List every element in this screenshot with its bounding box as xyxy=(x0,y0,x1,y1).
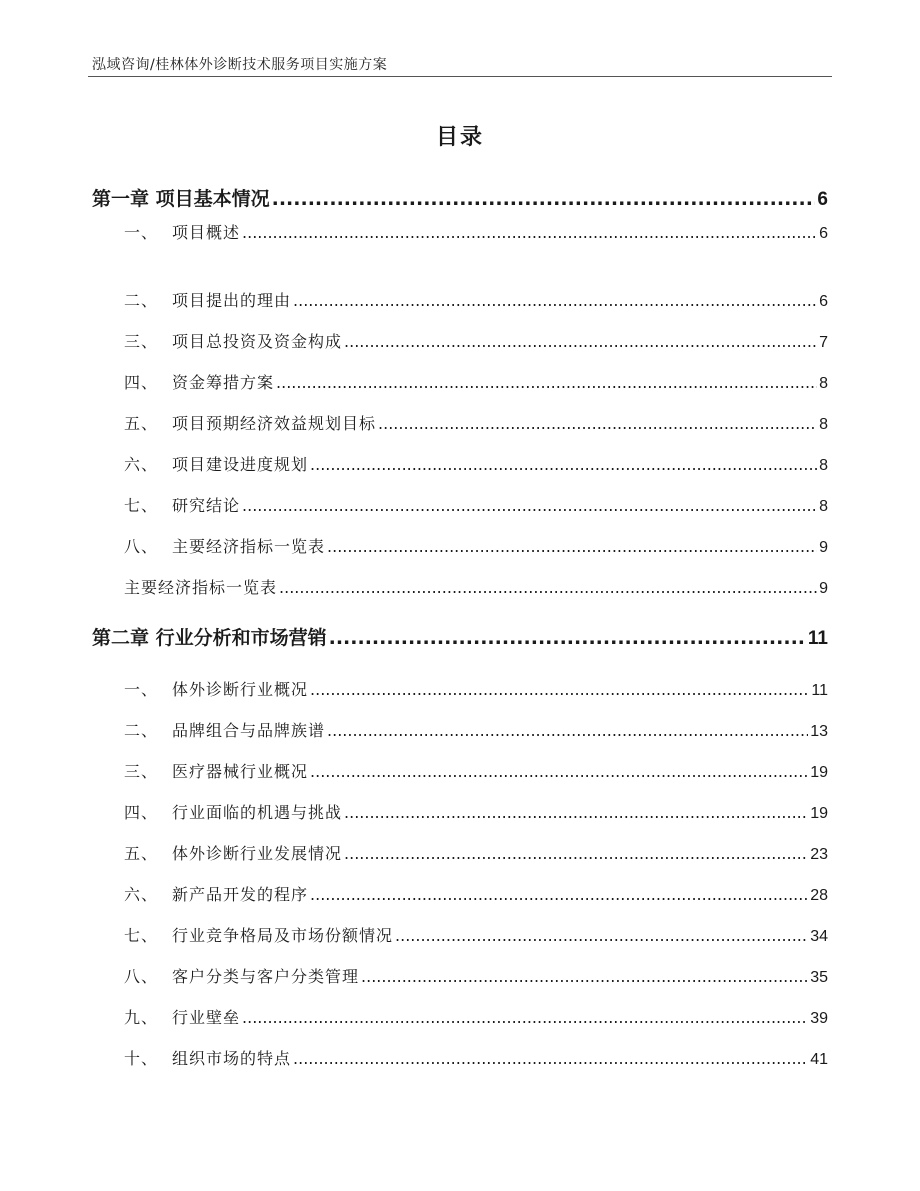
section-number: 六、 xyxy=(124,885,159,904)
dot-leader xyxy=(276,373,817,392)
dot-leader xyxy=(310,455,817,474)
dot-leader xyxy=(344,332,817,351)
page-number: 19 xyxy=(810,764,828,781)
page-number: 34 xyxy=(810,928,828,945)
section-title: 项目建设进度规划 xyxy=(172,455,309,474)
toc-entry[interactable] xyxy=(124,841,828,864)
toc-entry[interactable] xyxy=(124,923,828,946)
dot-leader xyxy=(242,223,817,242)
section-number: 八、 xyxy=(124,967,159,986)
section-number: 七、 xyxy=(124,496,159,515)
toc-entry[interactable] xyxy=(124,452,828,475)
section-number: 三、 xyxy=(124,762,159,781)
page-number: 8 xyxy=(819,375,828,392)
page-number: 23 xyxy=(810,846,828,863)
toc-entry[interactable] xyxy=(124,575,828,598)
section-title: 项目概述 xyxy=(172,223,241,242)
chapter-title: 第二章 行业分析和市场营销 xyxy=(92,627,327,649)
section-title: 行业壁垒 xyxy=(172,1008,241,1027)
section-title: 项目总投资及资金构成 xyxy=(172,332,343,351)
section-number: 七、 xyxy=(124,926,159,945)
toc-chapter-2[interactable] xyxy=(92,623,828,650)
dot-leader xyxy=(310,680,809,699)
toc-entry[interactable] xyxy=(124,677,828,700)
section-title: 品牌组合与品牌族谱 xyxy=(172,721,326,740)
page-number: 11 xyxy=(807,628,828,649)
toc-entry[interactable] xyxy=(124,220,828,243)
toc-entry[interactable] xyxy=(124,1005,828,1028)
dot-leader xyxy=(344,803,808,822)
section-number: 五、 xyxy=(124,414,159,433)
section-title: 组织市场的特点 xyxy=(172,1049,292,1068)
page-number: 41 xyxy=(810,1051,828,1068)
dot-leader xyxy=(293,291,817,310)
page-number: 6 xyxy=(819,293,828,310)
section-number: 五、 xyxy=(124,844,159,863)
toc-entry[interactable] xyxy=(124,534,828,557)
page-number: 8 xyxy=(819,416,828,433)
chapter-title: 第一章 项目基本情况 xyxy=(92,188,270,210)
section-title: 资金筹措方案 xyxy=(172,373,275,392)
section-number: 二、 xyxy=(124,721,159,740)
dot-leader xyxy=(310,762,808,781)
page-number: 8 xyxy=(819,498,828,515)
section-title: 行业竞争格局及市场份额情况 xyxy=(172,926,394,945)
toc-entry[interactable] xyxy=(124,329,828,352)
toc-entry[interactable] xyxy=(124,800,828,823)
dot-leader xyxy=(344,844,808,863)
toc-entry[interactable] xyxy=(124,759,828,782)
dot-leader xyxy=(378,414,817,433)
toc-chapter-1[interactable] xyxy=(92,184,828,211)
dot-leader xyxy=(242,496,817,515)
section-title: 主要经济指标一览表 xyxy=(172,537,326,556)
toc-entry[interactable] xyxy=(124,411,828,434)
page-number: 19 xyxy=(810,805,828,822)
toc-entry[interactable] xyxy=(124,1046,828,1069)
toc-entry[interactable] xyxy=(124,964,828,987)
page-number: 28 xyxy=(810,887,828,904)
toc-entry[interactable] xyxy=(124,493,828,516)
dot-leader xyxy=(272,188,816,210)
toc-entry[interactable] xyxy=(124,370,828,393)
header-divider xyxy=(88,76,832,77)
section-number: 八、 xyxy=(124,537,159,556)
section-number: 六、 xyxy=(124,455,159,474)
page-header: 泓域咨询/桂林体外诊断技术服务项目实施方案 xyxy=(92,57,388,73)
page-number: 39 xyxy=(810,1010,828,1027)
toc-title: 目录 xyxy=(435,125,484,150)
page-number: 6 xyxy=(817,189,828,210)
section-number: 十、 xyxy=(124,1049,159,1068)
page-number: 6 xyxy=(819,225,828,242)
dot-leader xyxy=(329,627,806,649)
page-number: 8 xyxy=(819,457,828,474)
section-title: 体外诊断行业发展情况 xyxy=(172,844,343,863)
page-number: 9 xyxy=(819,580,828,597)
section-number: 二、 xyxy=(124,291,159,310)
section-title: 医疗器械行业概况 xyxy=(172,762,309,781)
page-number: 13 xyxy=(810,723,828,740)
toc-entry[interactable] xyxy=(124,882,828,905)
dot-leader xyxy=(242,1008,808,1027)
dot-leader xyxy=(361,967,808,986)
section-title: 新产品开发的程序 xyxy=(172,885,309,904)
page-number: 11 xyxy=(811,682,828,699)
section-number: 四、 xyxy=(124,803,159,822)
dot-leader xyxy=(279,578,817,597)
toc-entry[interactable] xyxy=(124,288,828,311)
section-title: 项目提出的理由 xyxy=(172,291,292,310)
section-title: 主要经济指标一览表 xyxy=(124,578,278,597)
page-number: 35 xyxy=(810,969,828,986)
dot-leader xyxy=(327,721,808,740)
section-title: 项目预期经济效益规划目标 xyxy=(172,414,377,433)
page-number: 7 xyxy=(819,334,828,351)
dot-leader xyxy=(310,885,808,904)
section-title: 研究结论 xyxy=(172,496,241,515)
section-title: 行业面临的机遇与挑战 xyxy=(172,803,343,822)
section-title: 体外诊断行业概况 xyxy=(172,680,309,699)
page-number: 9 xyxy=(819,539,828,556)
toc-entry[interactable] xyxy=(124,718,828,741)
dot-leader xyxy=(327,537,817,556)
section-number: 四、 xyxy=(124,373,159,392)
section-title: 客户分类与客户分类管理 xyxy=(172,967,360,986)
section-number: 三、 xyxy=(124,332,159,351)
section-number: 九、 xyxy=(124,1008,159,1027)
section-number: 一、 xyxy=(124,680,159,699)
section-number: 一、 xyxy=(124,223,159,242)
dot-leader xyxy=(293,1049,808,1068)
dot-leader xyxy=(395,926,808,945)
